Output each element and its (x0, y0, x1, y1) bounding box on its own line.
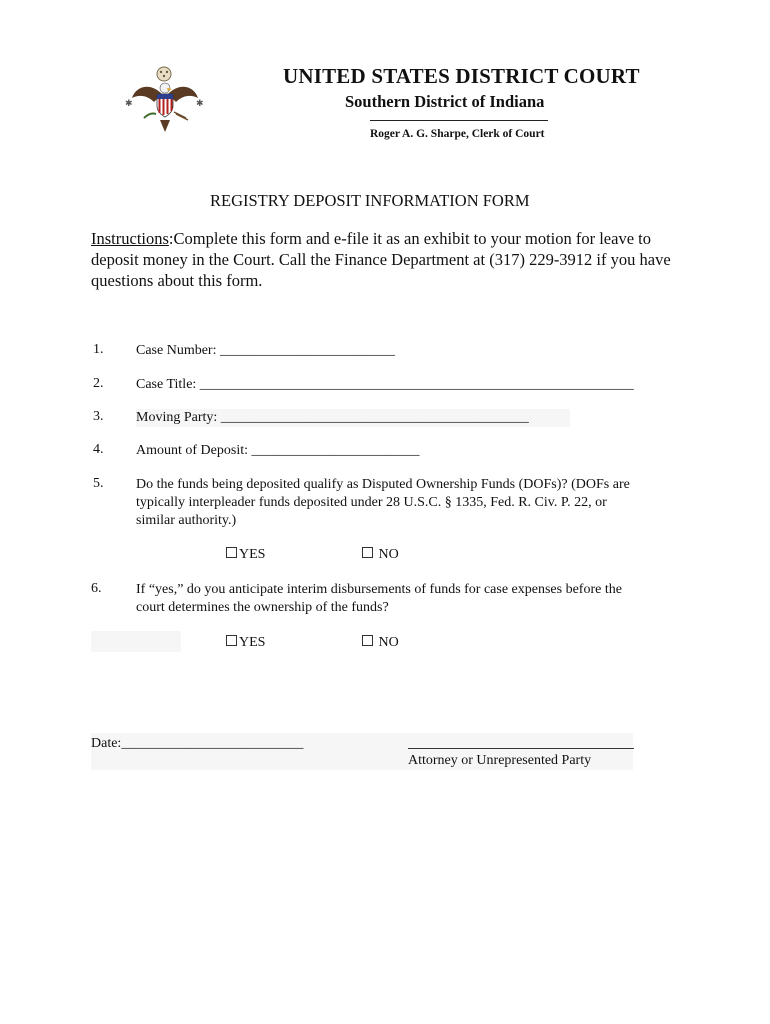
case-number-label: Case Number: (136, 343, 220, 358)
court-title: UNITED STATES DISTRICT COURT (283, 64, 640, 88)
svg-text:✱: ✱ (125, 98, 133, 108)
signature-line[interactable] (408, 748, 634, 749)
case-title-field[interactable]: ______________________________________________________________ (199, 377, 634, 392)
item-2-number: 2. (93, 376, 104, 391)
checkbox-icon (226, 635, 237, 646)
case-title-label: Case Title: (136, 377, 200, 392)
date-label: Date: (91, 736, 122, 751)
item-4-number: 4. (93, 442, 104, 457)
form-title: REGISTRY DEPOSIT INFORMATION FORM (210, 191, 530, 210)
item-5-line-3: similar authority.) (136, 513, 237, 528)
item-amount[interactable] (136, 442, 420, 460)
dofs-yes-label: YES (239, 547, 266, 562)
case-number-field[interactable]: _________________________ (219, 343, 395, 358)
moving-party-label: Moving Party: (136, 410, 221, 425)
item-5-line-1: Do the funds being deposited qualify as Disputed Ownership Funds (DOFs)? (DOFs are (136, 477, 630, 492)
court-district: Southern District of Indiana (345, 92, 545, 111)
item-5-question (136, 476, 696, 530)
item-5-number: 5. (93, 476, 104, 491)
item-case-title[interactable] (136, 376, 634, 394)
item-6-line-2: court determines the ownership of the funds? (136, 600, 389, 615)
instructions-label: Instructions (91, 229, 169, 248)
attorney-label: Attorney or Unrepresented Party (408, 753, 592, 768)
item-3-number: 3. (93, 409, 104, 424)
instructions-text: Complete this form and e-file it as an exhibit to your motion for leave to deposit money in the Court. Call the Finance Department at (317) 229-3912 if you have questions about this form. (91, 229, 671, 290)
item-moving-party[interactable] (136, 409, 570, 427)
item-case-number[interactable] (136, 342, 395, 360)
disbursement-no-checkbox[interactable] (362, 635, 399, 651)
clerk-name: Roger A. G. Sharpe, Clerk of Court (370, 128, 545, 140)
checkbox-icon (362, 635, 373, 646)
item-1-number: 1. (93, 342, 104, 357)
checkbox-icon (226, 547, 237, 558)
header-divider (370, 120, 548, 121)
blank-field-shading (91, 631, 181, 652)
instructions: Instructions:Complete this form and e-file it as an exhibit to your motion for leave to deposit money in the Court. Call the Finance Department at (317) 229-3912 if you have questions about this form. (91, 229, 671, 290)
disbursement-no-label: NO (378, 635, 399, 650)
moving-party-field[interactable]: ____________________________________________ (220, 410, 529, 425)
item-6-question (136, 581, 696, 617)
item-5-line-2: typically interpleader funds deposited under 28 U.S.C. § 1335, Fed. R. Civ. P. 22, or (136, 495, 607, 510)
date-field[interactable] (91, 735, 303, 753)
amount-label: Amount of Deposit: (136, 443, 252, 458)
checkbox-icon (362, 547, 373, 558)
amount-field[interactable]: ________________________ (251, 443, 420, 458)
svg-text:✱: ✱ (196, 98, 204, 108)
dofs-yes-checkbox[interactable] (226, 547, 265, 563)
court-seal-icon (122, 64, 208, 140)
dofs-no-checkbox[interactable] (362, 547, 399, 563)
disbursement-yes-label: YES (239, 635, 266, 650)
date-blank[interactable]: __________________________ (121, 736, 304, 751)
dofs-no-label: NO (378, 547, 399, 562)
item-6-number: 6. (91, 581, 102, 596)
item-6-line-1: If “yes,” do you anticipate interim disbursements of funds for case expenses before the (136, 582, 622, 597)
disbursement-yes-checkbox[interactable] (226, 635, 265, 651)
